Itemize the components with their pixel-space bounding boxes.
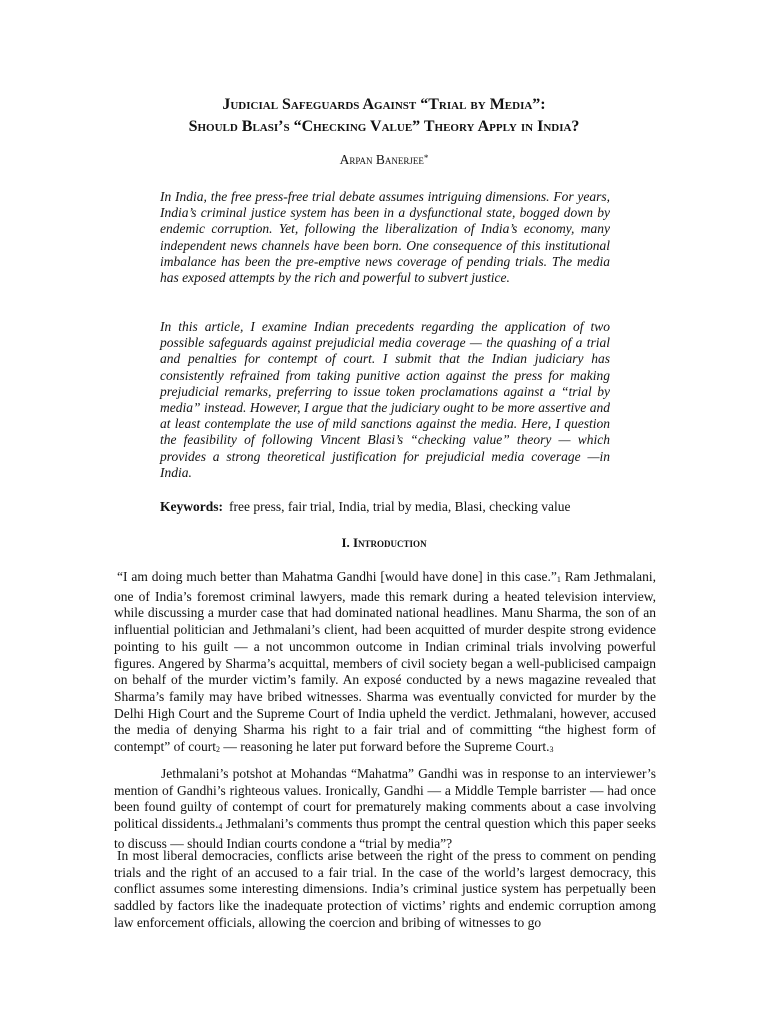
keywords-line (160, 499, 610, 515)
abstract-paragraph-2: In this article, I examine Indian precedents regarding the application of two possible safeguards against prejudicial media coverage — the quashing of a trial and penalties for contempt of court. I submit that the Indian judiciary has consistently refrained from taking punitive action against the press for making prejudicial remarks, preferring to issue token proclamations against a “trial by media” instead. However, I argue that the judiciary ought to be more assertive and at least contemplate the use of mild sanctions against the media. Here, I question the feasibility of following Vincent Blasi’s “checking value” theory — which provides a strong theoretical justification for prejudicial media coverage —in India. (160, 319, 610, 480)
author-line (0, 152, 768, 168)
abstract-paragraph-1: In India, the free press-free trial debate assumes intriguing dimensions. For years, India’s criminal justice system has been in a dysfunctional state, bogged down by endemic corruption. Yet, following the liberalization of India’s economy, many independent news channels have been born. One consequence of this institutional imbalance has been the pre-emptive news coverage of pending trials. The media has exposed attempts by the rich and powerful to subvert justice. (160, 189, 610, 286)
footnote-ref-1[interactable]: 1 (556, 575, 561, 584)
title-line-1: Judicial Safeguards Against “Trial by Media”: (222, 96, 546, 113)
author-footnote-mark: * (423, 153, 429, 163)
body-p2-text-a: Jethmalani’s potshot at Mohandas “Mahatma” Gandhi was in response to an interviewer’s mention of Gandhi’s righteous values. Ironically, Gandhi — a Middle Temple barrister — had once been found guilty of contempt of court for prematurely making comments about a case involving political dissidents. (114, 766, 656, 832)
footnote-ref-2[interactable]: 2 (215, 745, 220, 755)
author-name: Arpan Banerjee (339, 152, 424, 167)
body-p1-text-c: — reasoning he later put forward before the Supreme Court. (219, 739, 550, 755)
footnote-ref-3[interactable]: 3 (549, 745, 554, 755)
keywords-value: free press, fair trial, India, trial by media, Blasi, checking value (229, 499, 571, 514)
body-paragraph-3: In most liberal democracies, conflicts arise between the right of the press to comment on pending trials and the right of an accused to a fair trial. In the case of the world’s largest democracy, this conflict assumes some interesting dimensions. India’s criminal justice system has perpetually been saddled by factors like the inadequate protection of victims’ rights and endemic corruption among law enforcement officials, allowing the coercion and bribing of witnesses to go (114, 848, 656, 930)
keywords-label: Keywords: (160, 499, 223, 514)
body-paragraph-2 (114, 766, 656, 853)
footnote-ref-4[interactable]: 4 (218, 822, 223, 832)
title-line-2: Should Blasi’s “Checking Value” Theory Apply in India? (188, 118, 580, 135)
section-heading-introduction: I. Introduction (341, 535, 427, 550)
paper-title (0, 94, 768, 138)
body-paragraph-1 (114, 569, 656, 759)
body-p1-text-a: “I am doing much better than Mahatma Gandhi [would have done] in this case.” (117, 569, 557, 584)
body-p1-text-b: Ram Jethmalani, one of India’s foremost criminal lawyers, made this remark during a heated television interview, while discussing a murder case that had dominated national headlines. Manu Sharma, the son of an influential politician and Jethmalani’s client, had been acquitted of murder despite strong evidence pointing to his guilt — a not uncommon outcome in Indian criminal trials involving powerful figures. Angered by Sharma’s acquittal, members of civil society began a well-publicised campaign on behalf of the murder victim’s family. An exposé conducted by a news magazine revealed that Sharma’s family may have bribed witnesses. Sharma was eventually convicted for murder by the Delhi High Court and the Supreme Court of India upheld the verdict. Jethmalani, however, accused the media of denying Sharma his right to a fair trial and of committing “the highest form of contempt” of court (114, 569, 656, 755)
body-p2-text-b: Jethmalani’s comments thus prompt the central question which this paper seeks to discuss — should Indian courts condone a “trial by media”? (114, 816, 656, 851)
